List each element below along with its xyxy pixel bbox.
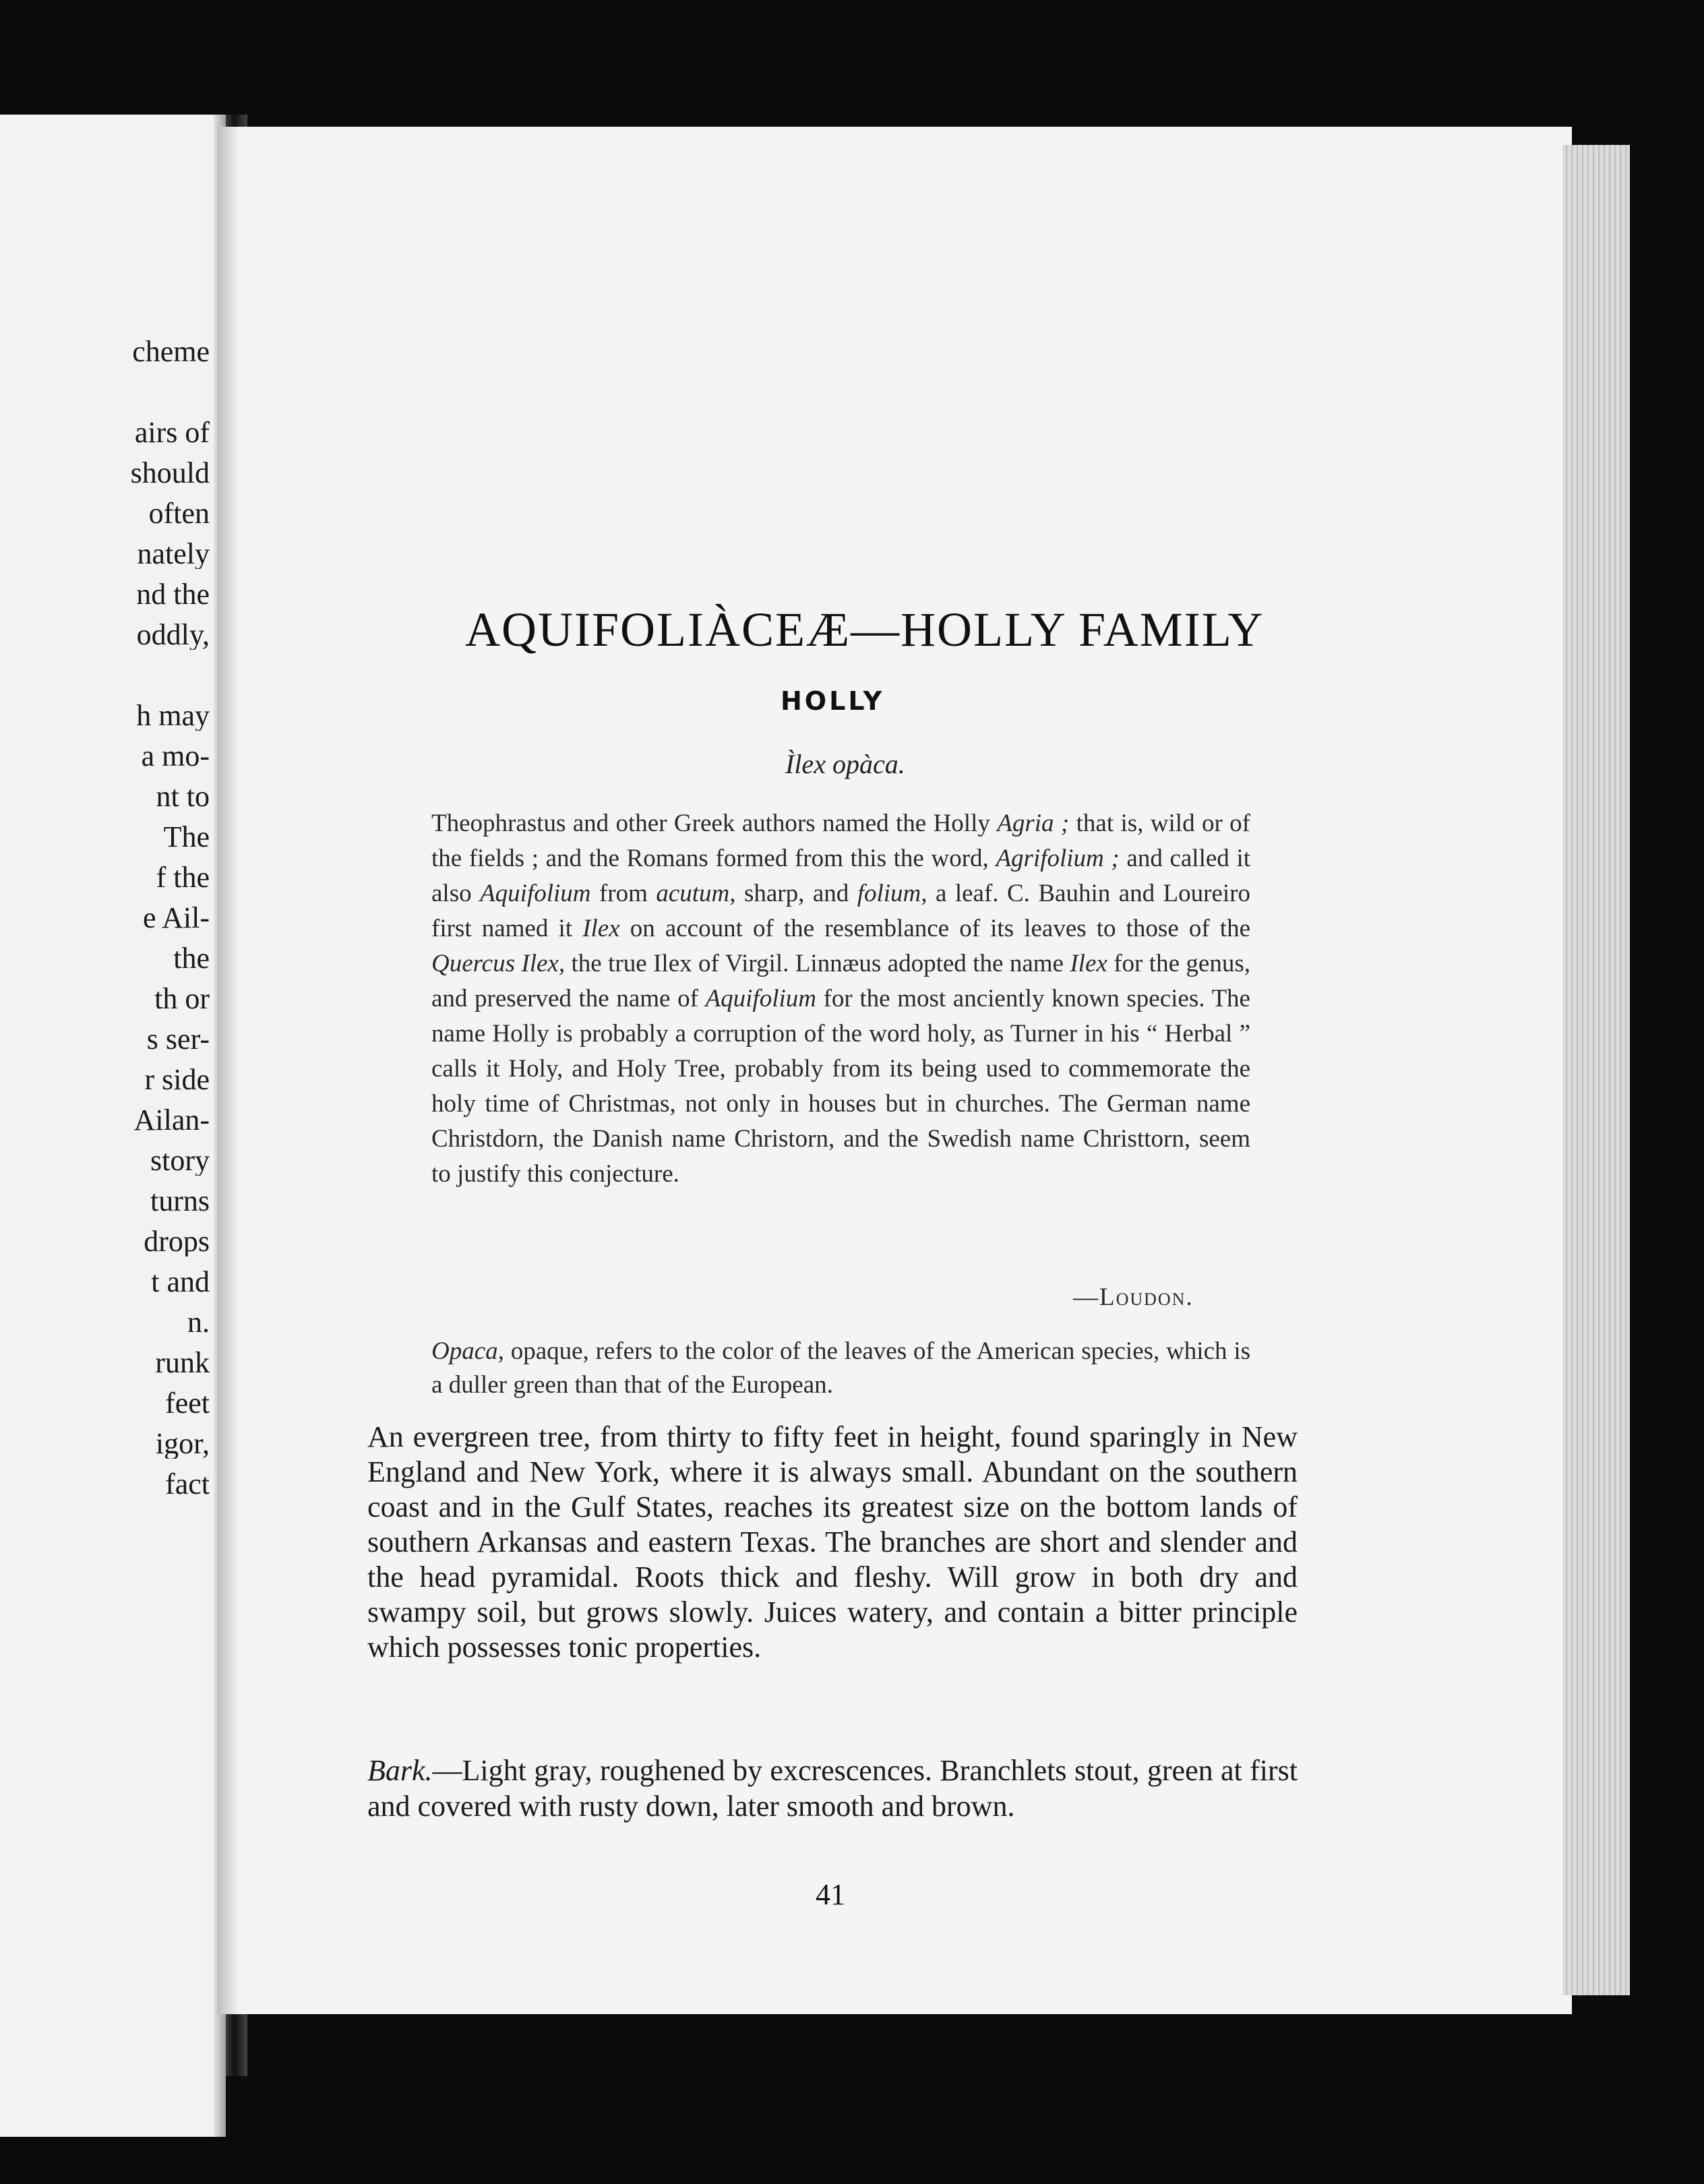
left-page-line: nt to [156, 782, 210, 812]
left-page-line: oddly, [136, 620, 210, 650]
left-page-line: igor, [155, 1429, 210, 1459]
left-page-line: feet [165, 1389, 210, 1418]
section-title: HOLLY [781, 686, 885, 716]
opaca-note: Opaca, opaque, refers to the color of the leaves of the American species, which is a duller green than that of the European. [431, 1337, 1250, 1399]
left-page-line: the [173, 944, 210, 973]
left-page-line: nd the [136, 580, 210, 609]
left-page-line: Ailan- [133, 1105, 210, 1135]
binomial-name: Ìlex opàca. [785, 749, 905, 779]
bark-label: Bark. [367, 1754, 433, 1787]
left-page-line: drops [144, 1227, 210, 1256]
left-page-line: f the [156, 863, 210, 892]
left-page-line: h may [136, 701, 210, 731]
left-page-line: e Ail- [143, 903, 210, 933]
bark-paragraph [367, 1753, 1298, 1824]
bark-description: —Light gray, roughened by excrescences. Branchlets stout, green at first and covered with rusty down, later smooth and brown. [367, 1754, 1298, 1823]
left-page-line: r side [144, 1065, 210, 1095]
loudon-quote: Theophrastus and other Greek authors named the Holly Agria ; that is, wild or of the fields ; and the Romans formed from this the word, Agrifolium ; and called it also Aquifolium from acutum, sharp, and folium, a leaf. C. Bauhin and Loureiro first named it Ilex on account of the resemblance of its leaves to those of the Quercus Ilex, the true Ilex of Virgil. Linnæus adopted the name Ilex for the genus, and preserved the name of Aquifolium for the most anciently known species. The name Holly is probably a corruption of the word holy, as Turner in his “ Herbal ” calls it Holy, and Holy Tree, probably from its being used to commemorate the holy time of Christmas, not only in houses but in churches. The German name Christdorn, the Danish name Christorn, and the Swedish name Christtorn, seem to justify this conjecture. [431, 810, 1250, 1188]
quote-attribution: —Loudon. [1073, 1283, 1194, 1311]
left-page-line: The [163, 822, 210, 852]
left-page-line: cheme [132, 337, 210, 367]
left-page-line: should [130, 458, 210, 488]
left-page-line: th or [154, 984, 210, 1014]
left-page-line: fact [165, 1469, 210, 1499]
left-page-line: s ser- [146, 1025, 210, 1054]
page-number: 41 [816, 1878, 845, 1911]
left-page-line: airs of [134, 418, 210, 448]
left-page-line: a mo- [141, 741, 210, 771]
left-page-line: often [148, 499, 210, 528]
family-title: AQUIFOLIÀCEÆ—HOLLY FAMILY [465, 603, 1265, 657]
left-page-line: story [150, 1146, 210, 1176]
left-page-line: runk [155, 1348, 210, 1378]
description-paragraph: An evergreen tree, from thirty to fifty feet in height, found sparingly in New England and New York, where it is always small. Abundant on the southern coast and in the Gulf States, reaches its greatest size on the bottom lands of southern Arkansas and eastern Texas. The branches are short and slender and the head pyramidal. Roots thick and fleshy. Will grow in both dry and swampy soil, but grows slowly. Juices watery, and contain a bitter principle which possesses tonic properties. [367, 1420, 1298, 1664]
left-page-line: nately [137, 539, 210, 569]
left-page-line: turns [150, 1186, 210, 1216]
left-page-line: n. [187, 1308, 210, 1337]
left-page-line: t and [151, 1267, 210, 1297]
